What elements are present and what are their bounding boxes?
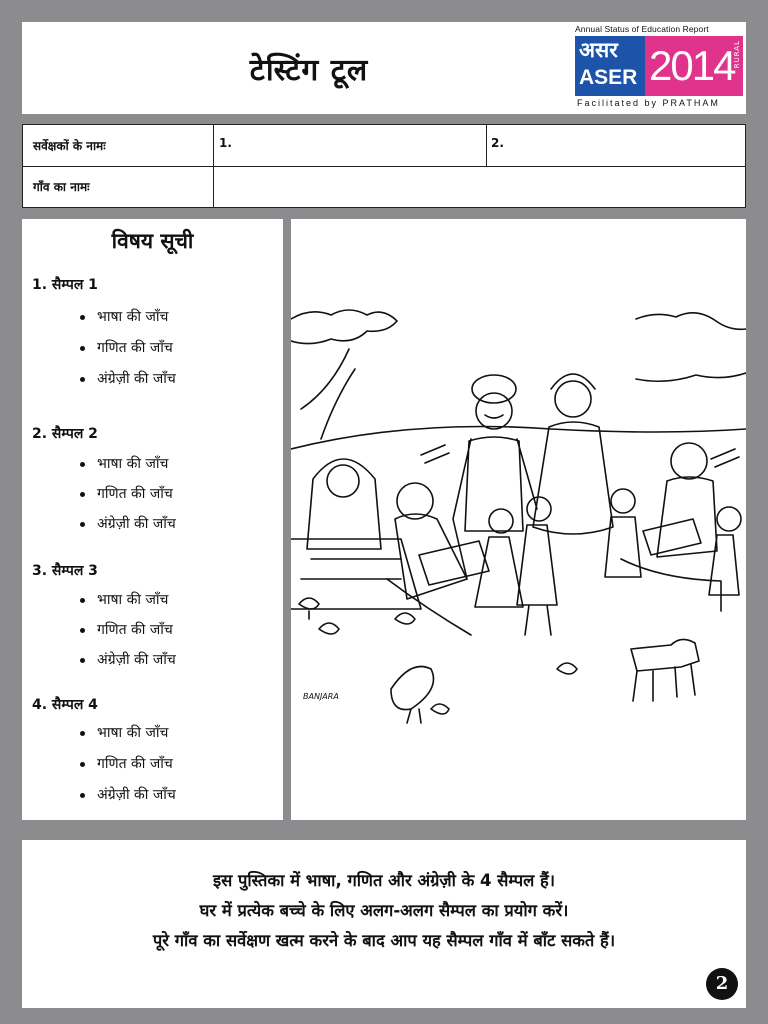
teacher-figure [387,483,489,635]
bullet-icon [80,346,85,351]
bullet-icon [80,492,85,497]
village-row [23,166,745,207]
section-title: 4. सैम्पल 4 [32,697,98,713]
bullet-icon [80,598,85,603]
bullet-icon [80,658,85,663]
bullet-icon [80,462,85,467]
bullet-icon [80,522,85,527]
logo-hindi-text: असर [579,38,618,62]
village-illustration [291,219,746,820]
bullet-icon [80,315,85,320]
tree-right [636,313,746,381]
surveyor-label: सर्वेक्षकों के नामः [33,139,106,153]
section-title: 2. सैम्पल 2 [32,426,98,442]
seated-woman [307,459,381,549]
tree-left [291,310,397,344]
footer-line-2: घर में प्रत्येक बच्चे के लिए अलग-अलग सैम्पल का प्रयोग करें। [199,901,569,920]
logo-box [575,36,743,96]
list-item: अंग्रेज़ी की जाँच [80,650,176,669]
village-field[interactable] [219,177,739,197]
birds [299,598,577,723]
section-title: 3. सैम्पल 3 [32,563,98,579]
goat [631,639,699,701]
bullet-icon [80,731,85,736]
page-title: टेस्टिंग टूल [249,53,369,88]
list-item: अंग्रेज़ी की जाँच [80,369,176,388]
bullet-icon [80,762,85,767]
list-item: भाषा की जाँच [80,590,168,609]
page-number: 2 [706,968,738,1000]
logo-facilitated: Facilitated by PRATHAM [577,98,720,108]
footer-line-3: पूरे गाँव का सर्वेक्षण खत्म करने के बाद आप यह सैम्पल गाँव में बाँट सकते हैं। [152,931,616,950]
list-item: भाषा की जाँच [80,307,168,326]
surveyor-form [22,124,746,208]
logo-rural: RURAL [733,40,741,69]
illustration-panel [291,219,746,820]
list-item: गणित की जाँच [80,754,173,773]
bullet-icon [80,793,85,798]
list-item: अंग्रेज़ी की जाँच [80,514,176,533]
surveyor-field-1[interactable]: 1. [219,136,232,150]
logo-aser-text: ASER [579,66,638,89]
list-item: अंग्रेज़ी की जाँच [80,785,176,804]
village-label: गाँव का नामः [33,180,90,194]
list-item: भाषा की जाँच [80,723,168,742]
bullet-icon [80,628,85,633]
contents-panel [22,219,283,820]
footer-line-1: इस पुस्तिका में भाषा, गणित और अंग्रेज़ी के 4 सैम्पल हैं। [212,871,556,890]
logo-blue-block [575,36,645,96]
list-item: गणित की जाँच [80,620,173,639]
footer-panel [22,840,746,1008]
logo-top-text: Annual Status of Education Report [575,24,709,34]
bullet-icon [80,377,85,382]
logo-year: 2014 [649,42,735,89]
surveyor-field-2[interactable]: 2. [491,136,504,150]
list-item: गणित की जाँच [80,484,173,503]
surveyor-row [23,125,745,167]
children [475,489,741,635]
logo-pink-block [645,36,743,96]
tree-left-trunk [301,349,355,439]
divider [213,166,214,207]
contents-heading: विषय सूची [111,229,194,253]
woman-figure [533,374,613,534]
illustrator-signature: BANJARA [303,692,339,701]
section-title: 1. सैम्पल 1 [32,277,98,293]
header-panel [22,22,746,114]
list-item: गणित की जाँच [80,338,173,357]
divider [486,125,487,166]
list-item: भाषा की जाँच [80,454,168,473]
divider [213,125,214,166]
aser-logo [575,24,743,112]
